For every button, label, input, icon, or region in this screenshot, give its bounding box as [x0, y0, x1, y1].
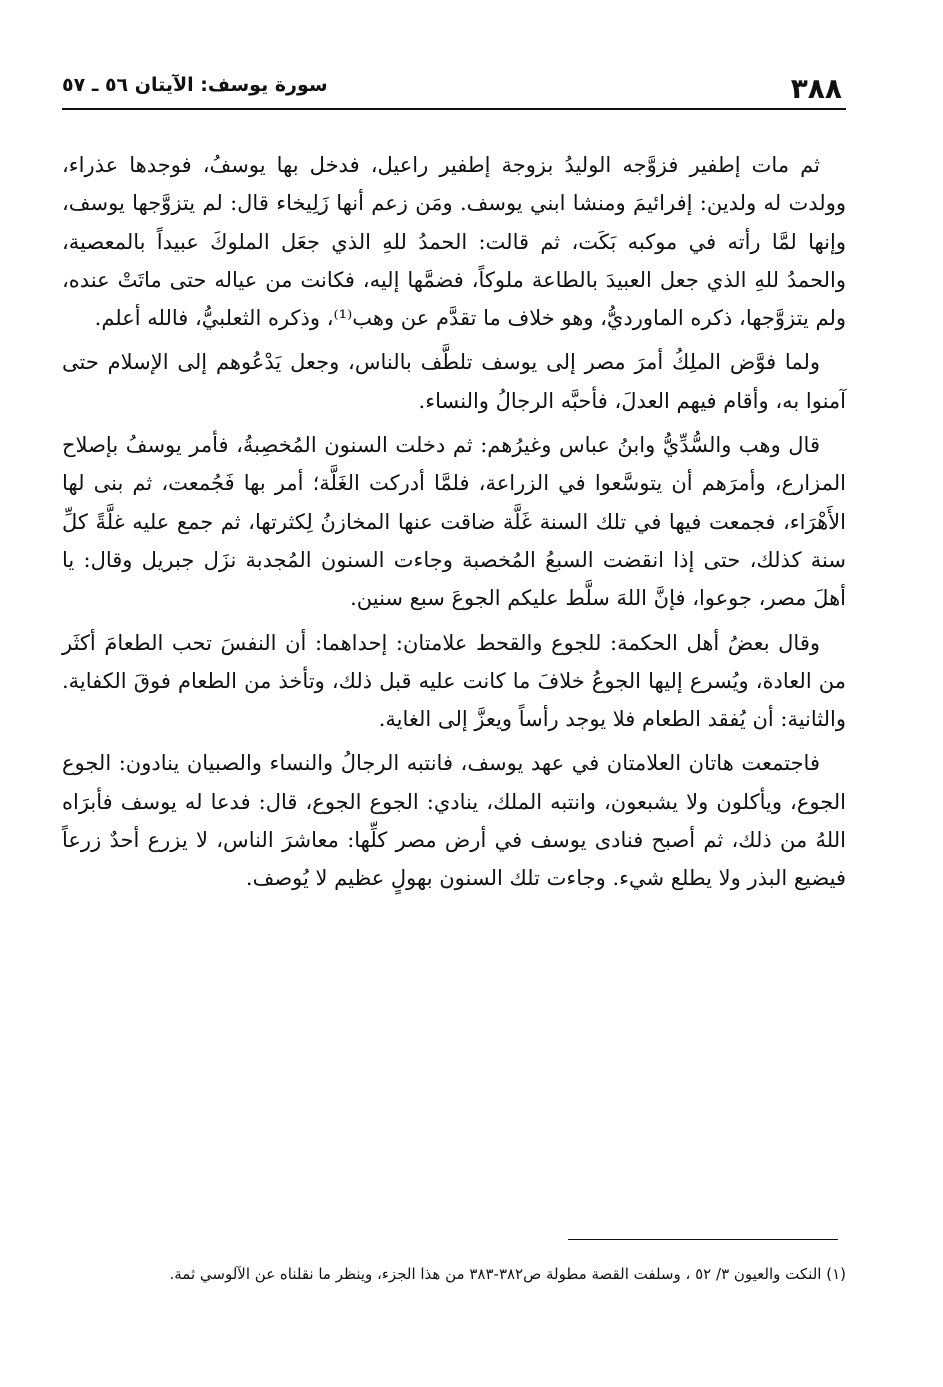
book-page	[62, 68, 846, 1368]
running-title: سورة يوسف: الآيتان ٥٦ ـ ٥٧	[62, 74, 328, 96]
paragraph: ثم مات إطفير فزوَّجه الوليدُ بزوجة إطفير راعيل، فدخل بها يوسفُ، فوجدها عذراء، وولدت له ولدين: إفرائيمَ ومنشا ابني يوسف. ومَن زعم أنها زَلِيخاء قال: لم يتزوَّجها يوسف، وإنها لمَّا رأته في موكبه بَكَت، ثم قالت: الحمدُ للهِ الذي جعَل الملوكَ عبيداً بالمعصية، والحمدُ للهِ الذي جعل العبيدَ بالطاعة ملوكاً، فضمَّها إليه، فكانت من عياله حتى ماتَتْ عنده، ولم يتزوَّجها، ذكره الماورديُّ، وهو خلاف ما تقدَّم عن وهب⁽¹⁾، وذكره الثعلبيُّ، فالله أعلم.	[62, 153, 846, 331]
footnote-separator	[568, 1239, 838, 1240]
paragraph: وقال بعضُ أهل الحكمة: للجوع والقحط علامتان: إحداهما: أن النفسَ تحب الطعامَ أكثَر من العادة، ويُسرع إليها الجوعُ خلافَ ما كانت عليه قبل ذلك، وتأخذ من الطعام فوقَ الكفاية. والثانية: أن يُفقد الطعام فلا يوجد رأساً ويعزَّ إلى الغاية.	[62, 630, 846, 732]
page-number: ٣٨٨	[790, 72, 842, 105]
paragraph: فاجتمعت هاتان العلامتان في عهد يوسف، فانتبه الرجالُ والنساء والصبيان ينادون: الجوع الجوع، ويأكلون ولا يشبعون، وانتبه الملك، ينادي: الجوع الجوع، قال: فدعا له يوسف فأبرَاه اللهُ من ذلك، ثم أصبح فنادى يوسف في أرض مصر كلِّها: معاشرَ الناس، لا يزرع أحدٌ زرعاً فيضيع البذر ولا يطلع شيء. وجاءت تلك السنون بهولٍ عظيم لا يُوصف.	[62, 751, 846, 891]
paragraph: ولما فوَّض الملِكُ أمرَ مصر إلى يوسف تلطَّف بالناس، وجعل يَدْعُوهم إلى الإسلام حتى آمنوا به، وأقام فيهم العدلَ، فأحبَّه الرجالُ والنساء.	[62, 350, 846, 413]
page-header	[62, 68, 846, 110]
main-text	[62, 146, 846, 904]
footnote: (١) النكت والعيون ٣/ ٥٢ ، وسلفت القصة مطولة ص٣٨٢-٣٨٣ من هذا الجزء، وينظر ما نقلناه عن الآلوسي ثمة.	[169, 1265, 846, 1283]
paragraph: قال وهب والسُّدِّيُّ وابنُ عباس وغيرُهم: ثم دخلت السنون المُخصِبةُ، فأمر يوسفُ بإصلاح المزارع، وأمرَهم أن يتوسَّعوا في الزراعة، فلمَّا أدركت الغَلَّة؛ أمر بها فَجُمعت، ثم بنى لها الأَهْرَاء، فجمعت فيها في تلك السنة غَلَّة ضاقت عنها المخازنُ لِكثرتها، ثم جمع عليه غلَّةً كلِّ سنة كذلك، حتى إذا انقضت السبعُ المُخصبة وجاءت السنون المُجدبة نزَل جبريل وقال: يا أهلَ مصر، جوعوا، فإنَّ اللهَ سلَّط عليكم الجوعَ سبع سنين.	[62, 433, 846, 611]
